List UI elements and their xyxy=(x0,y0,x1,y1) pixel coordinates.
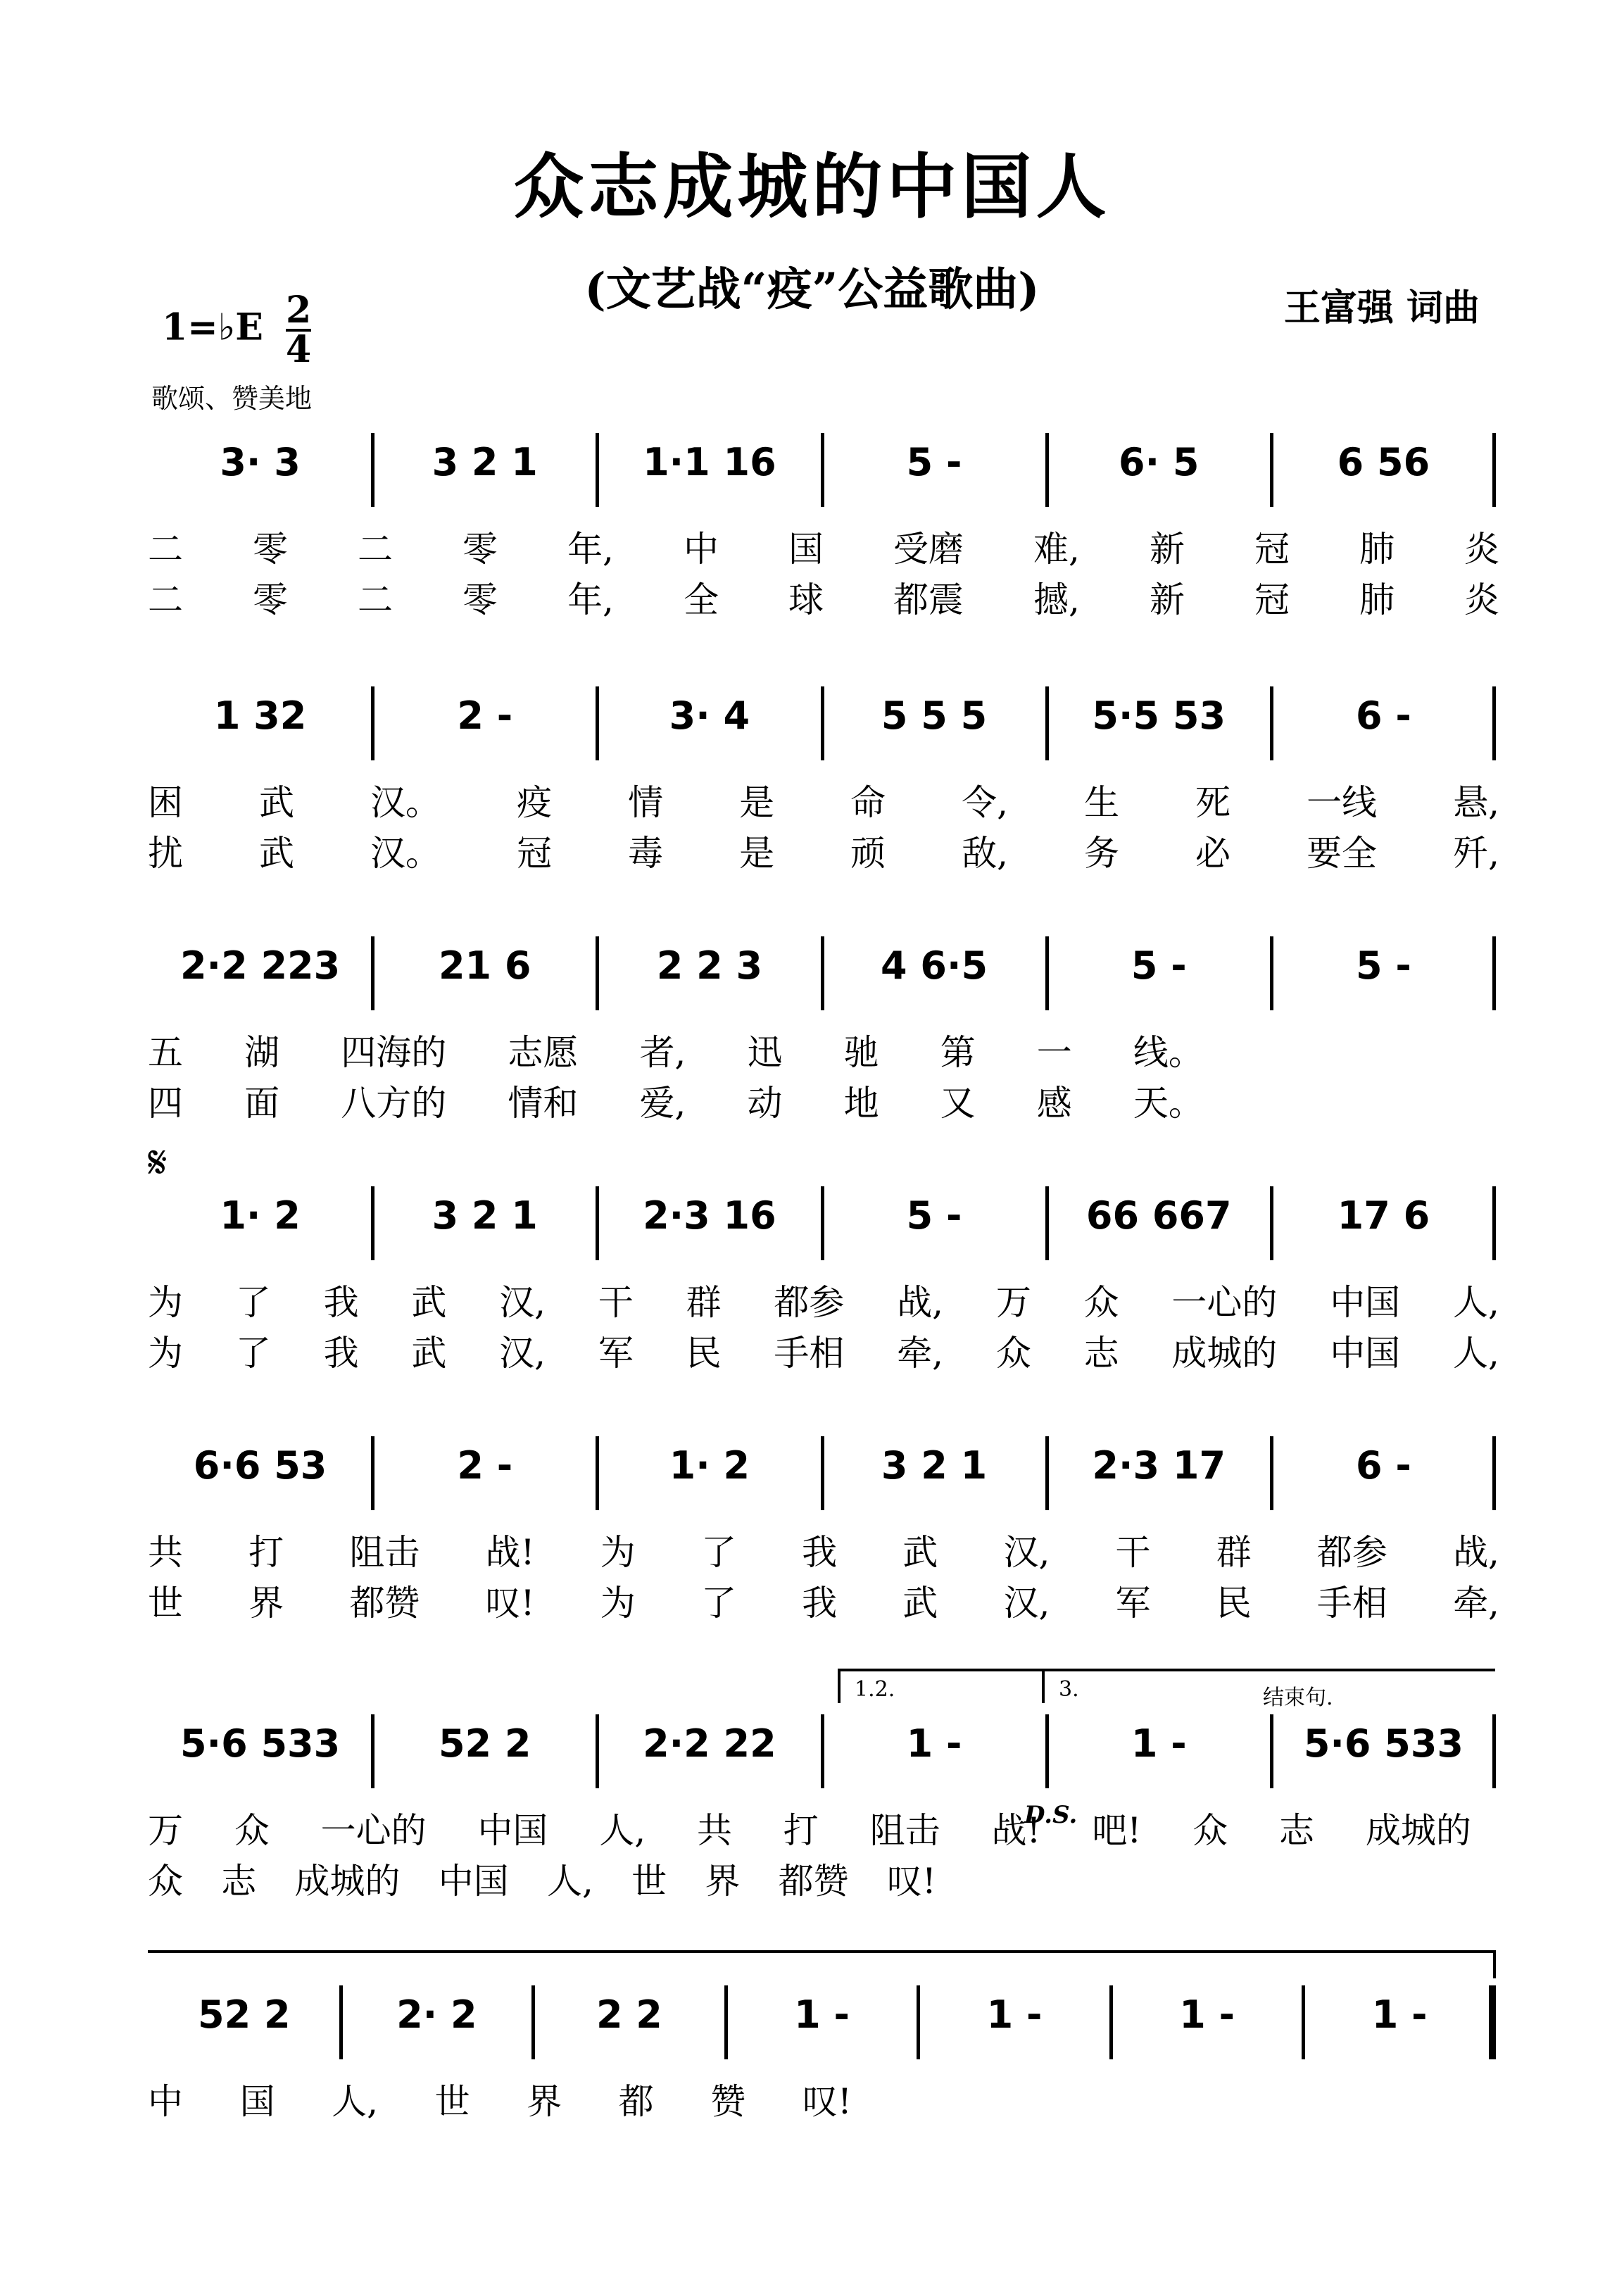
final-system-line xyxy=(148,1950,1496,1953)
measure: 21 6 xyxy=(438,943,531,988)
lyric-line-2 xyxy=(148,825,1499,876)
measure: 2·2 223 xyxy=(180,943,341,988)
lyric-syllable: 面 xyxy=(244,1083,280,1124)
lyric-line-1 xyxy=(148,1524,1499,1575)
lyric-syllable: 人, xyxy=(599,1810,646,1851)
lyric-syllable: 牵, xyxy=(1453,1583,1499,1624)
volta-label-1: 1.2. xyxy=(855,1677,895,1702)
lyric-syllable: 五 xyxy=(148,1032,183,1073)
lyric-syllable: 为 xyxy=(600,1532,636,1573)
measure: 1· 2 xyxy=(220,1193,301,1238)
lyric-syllable: 了 xyxy=(235,1333,271,1374)
lyric-syllable: 湖 xyxy=(244,1032,280,1073)
lyric-syllable: 中 xyxy=(148,2081,183,2122)
lyric-syllable: 群 xyxy=(1216,1532,1252,1573)
lyric-syllable: 人, xyxy=(1452,1333,1499,1374)
lyric-syllable: 共 xyxy=(148,1532,183,1573)
measure: 1 - xyxy=(986,1992,1043,2037)
lyric-syllable: 敌, xyxy=(962,833,1009,874)
lyric-syllable: 界 xyxy=(527,2081,562,2122)
lyric-syllable: 零 xyxy=(253,529,289,570)
lyric-line-2 xyxy=(148,1853,936,1904)
lyric-syllable: 四 xyxy=(148,1083,183,1124)
lyric-syllable: 为 xyxy=(148,1333,183,1374)
lyric-syllable: 人, xyxy=(1452,1282,1499,1323)
lyric-syllable: 手相 xyxy=(774,1333,845,1374)
lyric-syllable: 我 xyxy=(802,1583,838,1624)
lyric-syllable: 战! xyxy=(991,1810,1041,1851)
measure: 3 2 1 xyxy=(432,440,538,484)
lyric-syllable: 战, xyxy=(897,1282,944,1323)
measure: 2 - xyxy=(457,693,513,738)
lyric-syllable: 国 xyxy=(239,2081,275,2122)
lyric-syllable: 死 xyxy=(1195,782,1231,823)
lyric-syllable: 中国 xyxy=(1330,1333,1401,1374)
lyric-syllable: 都震 xyxy=(893,579,964,620)
lyric-syllable: 都参 xyxy=(774,1282,845,1323)
measure: 1· 2 xyxy=(669,1443,750,1488)
lyric-syllable: 民 xyxy=(686,1333,722,1374)
lyric-syllable: 汉。 xyxy=(370,833,441,874)
lyric-syllable: 叹! xyxy=(485,1583,535,1624)
lyric-syllable: 新 xyxy=(1149,529,1185,570)
lyric-syllable: 汉, xyxy=(499,1282,546,1323)
lyric-syllable: 众 xyxy=(995,1333,1031,1374)
lyric-syllable: 志愿 xyxy=(508,1032,579,1073)
lyric-syllable: 世 xyxy=(148,1583,183,1624)
lyric-syllable: 驰 xyxy=(843,1032,879,1073)
lyric-syllable: 是 xyxy=(739,782,775,823)
lyric-syllable: 悬, xyxy=(1453,782,1499,823)
lyric-syllable: 了 xyxy=(700,1532,736,1573)
lyric-syllable: 二 xyxy=(358,529,394,570)
lyric-syllable: 我 xyxy=(323,1333,359,1374)
measure: 5·6 533 xyxy=(1303,1721,1464,1766)
lyric-syllable: 二 xyxy=(148,579,183,620)
key-label: 1=♭E xyxy=(162,306,263,349)
lyric-syllable: 四海的 xyxy=(341,1032,447,1073)
lyric-syllable: 武 xyxy=(411,1333,447,1374)
lyric-syllable: 成城的 xyxy=(1171,1333,1278,1374)
measure: 6· 5 xyxy=(1119,440,1200,484)
lyric-syllable: 人, xyxy=(332,2081,379,2122)
lyric-syllable: 中国 xyxy=(477,1810,548,1851)
measure: 5 - xyxy=(1356,943,1411,988)
lyric-syllable: 阻击 xyxy=(349,1532,420,1573)
lyric-syllable: 都参 xyxy=(1316,1532,1387,1573)
measure: 3 2 1 xyxy=(432,1193,538,1238)
lyric-syllable: 武 xyxy=(902,1583,938,1624)
lyric-syllable: 炎 xyxy=(1464,579,1499,620)
lyric-syllable: 都赞 xyxy=(778,1861,849,1902)
lyric-syllable: 都赞 xyxy=(349,1583,420,1624)
lyric-syllable: 为 xyxy=(600,1583,636,1624)
lyric-syllable: 万 xyxy=(148,1810,183,1851)
lyric-syllable: 中国 xyxy=(438,1861,509,1902)
measure: 2 2 xyxy=(596,1992,662,2037)
composer-credit: 王富强 词曲 xyxy=(1283,287,1480,329)
coda-label: 结束句. xyxy=(1263,1685,1333,1710)
measure: 2·3 16 xyxy=(643,1193,776,1238)
lyric-syllable: 一心的 xyxy=(320,1810,427,1851)
measure: 5 - xyxy=(906,1193,962,1238)
key-signature xyxy=(162,289,312,371)
lyric-syllable: 打 xyxy=(248,1532,284,1573)
measure: 52 2 xyxy=(198,1992,291,2037)
measure: 4 6·5 xyxy=(881,943,988,988)
lyric-syllable: 了 xyxy=(235,1282,271,1323)
lyric-syllable: 一 xyxy=(1036,1032,1072,1073)
measure: 2· 2 xyxy=(396,1992,477,2037)
measure: 2·3 17 xyxy=(1092,1443,1226,1488)
lyric-syllable: 武 xyxy=(902,1532,938,1573)
lyric-syllable: 一心的 xyxy=(1171,1282,1278,1323)
measure: 2 - xyxy=(457,1443,513,1488)
lyric-syllable: 武 xyxy=(259,782,295,823)
lyric-syllable: 汉, xyxy=(499,1333,546,1374)
time-denominator: 4 xyxy=(286,328,312,371)
lyric-line-2 xyxy=(148,1325,1499,1376)
lyric-syllable: 情和 xyxy=(508,1083,579,1124)
lyric-syllable: 要全 xyxy=(1307,833,1378,874)
lyric-syllable: 球 xyxy=(788,579,824,620)
lyric-syllable: 地 xyxy=(843,1083,879,1124)
lyric-syllable: 第 xyxy=(940,1032,976,1073)
measure: 1 - xyxy=(906,1721,962,1766)
lyric-syllable: 生 xyxy=(1084,782,1120,823)
measure: 52 2 xyxy=(438,1721,531,1766)
lyric-syllable: 汉。 xyxy=(370,782,441,823)
lyric-syllable: 毒 xyxy=(628,833,664,874)
lyric-syllable: 感 xyxy=(1036,1083,1072,1124)
measure: 3 2 1 xyxy=(881,1443,988,1488)
lyric-syllable: 二 xyxy=(358,579,394,620)
lyric-syllable: 志 xyxy=(1279,1810,1315,1851)
lyric-syllable: 者, xyxy=(639,1032,686,1073)
lyric-syllable: 人, xyxy=(547,1861,593,1902)
lyric-syllable: 界 xyxy=(248,1583,284,1624)
measure: 6 - xyxy=(1356,1443,1411,1488)
lyric-syllable: 顽 xyxy=(850,833,886,874)
measure: 1 - xyxy=(1371,1992,1428,2037)
lyric-syllable: 志 xyxy=(221,1861,257,1902)
lyric-syllable: 冠 xyxy=(1254,579,1290,620)
measure: 6 - xyxy=(1356,693,1411,738)
lyric-syllable: 武 xyxy=(259,833,295,874)
lyric-syllable: 民 xyxy=(1216,1583,1252,1624)
lyric-syllable: 年, xyxy=(567,529,614,570)
lyric-syllable: 军 xyxy=(1115,1583,1151,1624)
final-system-line-end xyxy=(1493,1950,1496,1978)
measure: 6 56 xyxy=(1337,440,1430,484)
lyric-syllable: 众 xyxy=(1192,1810,1228,1851)
measure: 6·6 53 xyxy=(193,1443,327,1488)
lyric-syllable: 众 xyxy=(1083,1282,1119,1323)
lyric-syllable: 国 xyxy=(788,529,824,570)
lyric-syllable: 军 xyxy=(598,1333,634,1374)
lyric-line-1 xyxy=(148,2073,852,2124)
lyric-syllable: 了 xyxy=(700,1583,736,1624)
lyric-syllable: 迅 xyxy=(747,1032,783,1073)
lyric-syllable: 手相 xyxy=(1316,1583,1387,1624)
lyric-syllable: 难, xyxy=(1033,529,1080,570)
measure: 2·2 22 xyxy=(643,1721,776,1766)
lyric-line-1 xyxy=(148,1274,1499,1325)
measure: 5·6 533 xyxy=(180,1721,341,1766)
lyric-syllable: 天。 xyxy=(1133,1083,1204,1124)
lyric-line-1 xyxy=(148,521,1499,572)
lyric-syllable: 万 xyxy=(995,1282,1031,1323)
lyric-syllable: 零 xyxy=(462,579,498,620)
lyric-syllable: 又 xyxy=(940,1083,976,1124)
lyric-syllable: 成城的 xyxy=(1365,1810,1471,1851)
lyric-syllable: 歼, xyxy=(1453,833,1499,874)
lyric-line-2 xyxy=(148,1075,1204,1126)
lyric-syllable: 零 xyxy=(253,579,289,620)
lyric-syllable: 新 xyxy=(1149,579,1185,620)
lyric-syllable: 汉, xyxy=(1003,1532,1050,1573)
lyric-syllable: 一线 xyxy=(1307,782,1378,823)
lyric-syllable: 动 xyxy=(747,1083,783,1124)
measure: 2 2 3 xyxy=(656,943,763,988)
lyric-syllable: 武 xyxy=(411,1282,447,1323)
lyric-syllable: 受磨 xyxy=(893,529,964,570)
lyric-syllable: 年, xyxy=(567,579,614,620)
lyric-syllable: 阻击 xyxy=(869,1810,940,1851)
lyric-syllable: 冠 xyxy=(1254,529,1290,570)
lyric-syllable: 志 xyxy=(1083,1333,1119,1374)
lyric-syllable: 务 xyxy=(1084,833,1120,874)
lyric-syllable: 共 xyxy=(696,1810,732,1851)
measure: 17 6 xyxy=(1337,1193,1430,1238)
song-title: 众志成城的中国人 xyxy=(513,145,1111,228)
lyric-syllable: 必 xyxy=(1195,833,1231,874)
measure: 66 667 xyxy=(1085,1193,1232,1238)
lyric-syllable: 赞 xyxy=(710,2081,746,2122)
volta-label-2: 3. xyxy=(1059,1677,1079,1702)
lyric-syllable: 零 xyxy=(462,529,498,570)
lyric-syllable: 战! xyxy=(485,1532,535,1573)
lyric-syllable: 叹! xyxy=(802,2081,852,2122)
lyric-syllable: 肺 xyxy=(1359,529,1395,570)
lyric-line-1 xyxy=(148,1024,1204,1075)
lyric-line-2 xyxy=(148,572,1499,622)
lyric-syllable: 我 xyxy=(802,1532,838,1573)
lyric-syllable: 八方的 xyxy=(341,1083,447,1124)
lyric-syllable: 中国 xyxy=(1330,1282,1401,1323)
lyric-syllable: 干 xyxy=(1115,1532,1151,1573)
lyric-syllable: 我 xyxy=(323,1282,359,1323)
lyric-syllable: 冠 xyxy=(517,833,553,874)
measure: 1·1 16 xyxy=(643,440,776,484)
lyric-syllable: 命 xyxy=(850,782,886,823)
lyric-syllable: 全 xyxy=(683,579,719,620)
lyric-syllable: 众 xyxy=(148,1861,183,1902)
song-subtitle: (文艺战“疫”公益歌曲) xyxy=(584,263,1040,316)
measure: 5·5 53 xyxy=(1092,693,1226,738)
lyric-syllable: 吧! xyxy=(1092,1810,1142,1851)
lyric-syllable: 汉, xyxy=(1003,1583,1050,1624)
lyric-syllable: 牵, xyxy=(897,1333,944,1374)
lyric-syllable: 二 xyxy=(148,529,183,570)
measure: 1 32 xyxy=(213,693,307,738)
segno-sign: 𝄋 xyxy=(148,1137,168,1189)
measure: 1 - xyxy=(1179,1992,1235,2037)
volta-bracket-1 xyxy=(838,1669,1045,1703)
measure: 3· 3 xyxy=(220,440,301,484)
lyric-syllable: 众 xyxy=(234,1810,270,1851)
lyric-syllable: 扰 xyxy=(148,833,183,874)
measure: 5 - xyxy=(906,440,962,484)
measure: 5 - xyxy=(1131,943,1187,988)
lyric-syllable: 困 xyxy=(148,782,183,823)
lyric-syllable: 世 xyxy=(434,2081,470,2122)
lyric-syllable: 世 xyxy=(631,1861,667,1902)
lyric-syllable: 界 xyxy=(705,1861,741,1902)
volta-bracket-2 xyxy=(1042,1669,1495,1710)
lyric-syllable: 疫 xyxy=(517,782,553,823)
time-numerator: 2 xyxy=(286,289,312,332)
lyric-syllable: 都 xyxy=(618,2081,654,2122)
lyric-syllable: 成城的 xyxy=(294,1861,401,1902)
lyric-syllable: 肺 xyxy=(1359,579,1395,620)
lyric-syllable: 线。 xyxy=(1133,1032,1204,1073)
lyric-line-1 xyxy=(148,1802,1471,1853)
lyric-syllable: 撼, xyxy=(1033,579,1080,620)
lyric-syllable: 爱, xyxy=(639,1083,686,1124)
lyric-syllable: 干 xyxy=(598,1282,634,1323)
lyric-syllable: 令, xyxy=(962,782,1009,823)
lyric-syllable: 炎 xyxy=(1464,529,1499,570)
measure: 1 - xyxy=(794,1992,850,2037)
lyric-syllable: 是 xyxy=(739,833,775,874)
ds-marking: D.S. xyxy=(1024,1801,1078,1829)
measure: 3· 4 xyxy=(669,693,750,738)
time-signature xyxy=(286,289,312,371)
tempo-marking: 歌颂、赞美地 xyxy=(151,383,313,414)
lyric-syllable: 打 xyxy=(783,1810,819,1851)
lyric-line-1 xyxy=(148,774,1499,825)
lyric-syllable: 战, xyxy=(1453,1532,1499,1573)
lyric-syllable: 中 xyxy=(683,529,719,570)
measure: 1 - xyxy=(1131,1721,1187,1766)
measure: 5 5 5 xyxy=(881,693,988,738)
lyric-syllable: 叹! xyxy=(886,1861,936,1902)
lyric-syllable: 群 xyxy=(686,1282,722,1323)
lyric-syllable: 为 xyxy=(148,1282,183,1323)
lyric-syllable: 情 xyxy=(628,782,664,823)
lyric-line-2 xyxy=(148,1575,1499,1626)
